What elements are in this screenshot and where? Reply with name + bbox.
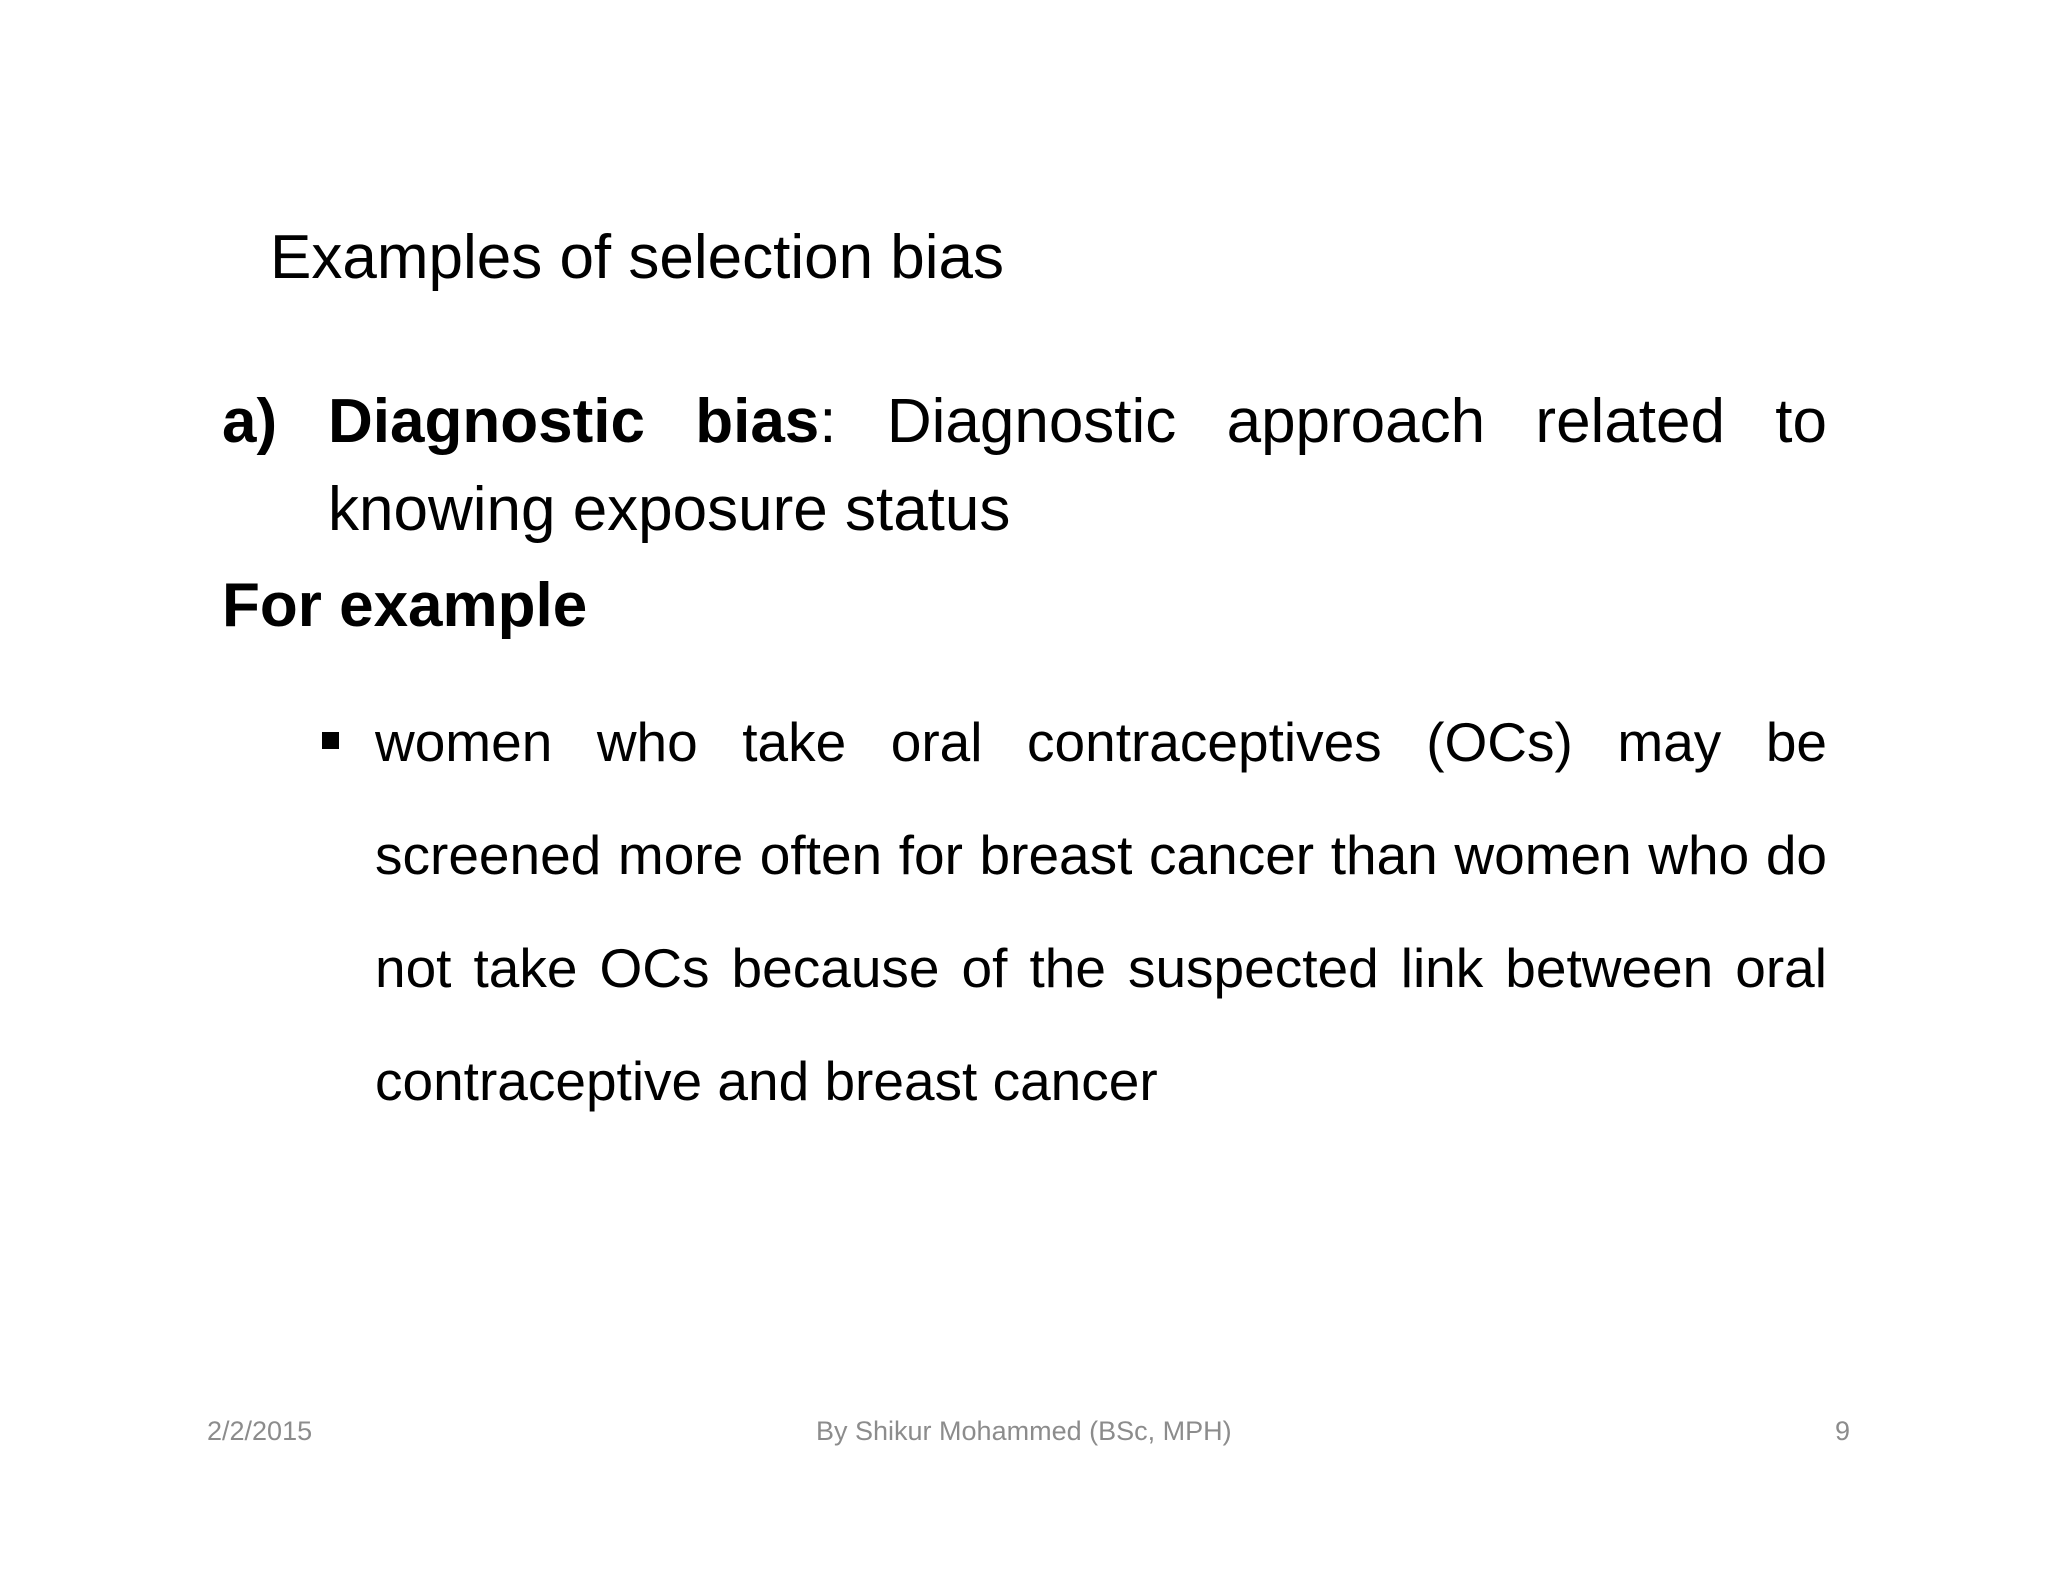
list-marker: a): [222, 387, 278, 456]
term-separator: :: [819, 387, 837, 456]
list-item-diagnostic-bias: [222, 378, 1827, 554]
footer-date: 2/2/2015: [207, 1416, 313, 1446]
term-diagnostic-bias: Diagnostic bias: [328, 387, 820, 456]
bullet-text: women who take oral contraceptives (OCs) may be screened more often for breast cancer than women who do not take OCs because of the suspected link between oral contraceptive and breast cancer: [375, 711, 1827, 1112]
square-bullet-icon: [322, 732, 339, 749]
slide-title: Examples of selection bias: [270, 223, 1005, 292]
footer-author: By Shikur Mohammed (BSc, MPH): [816, 1416, 1232, 1446]
list-item-body: [328, 378, 1827, 554]
footer-page-number: 9: [1835, 1416, 1851, 1446]
bullet-item: [322, 686, 1827, 1138]
term-definition: Diagnostic approach related to knowing exposure status: [328, 387, 1827, 544]
for-example-heading: For example: [222, 571, 588, 640]
